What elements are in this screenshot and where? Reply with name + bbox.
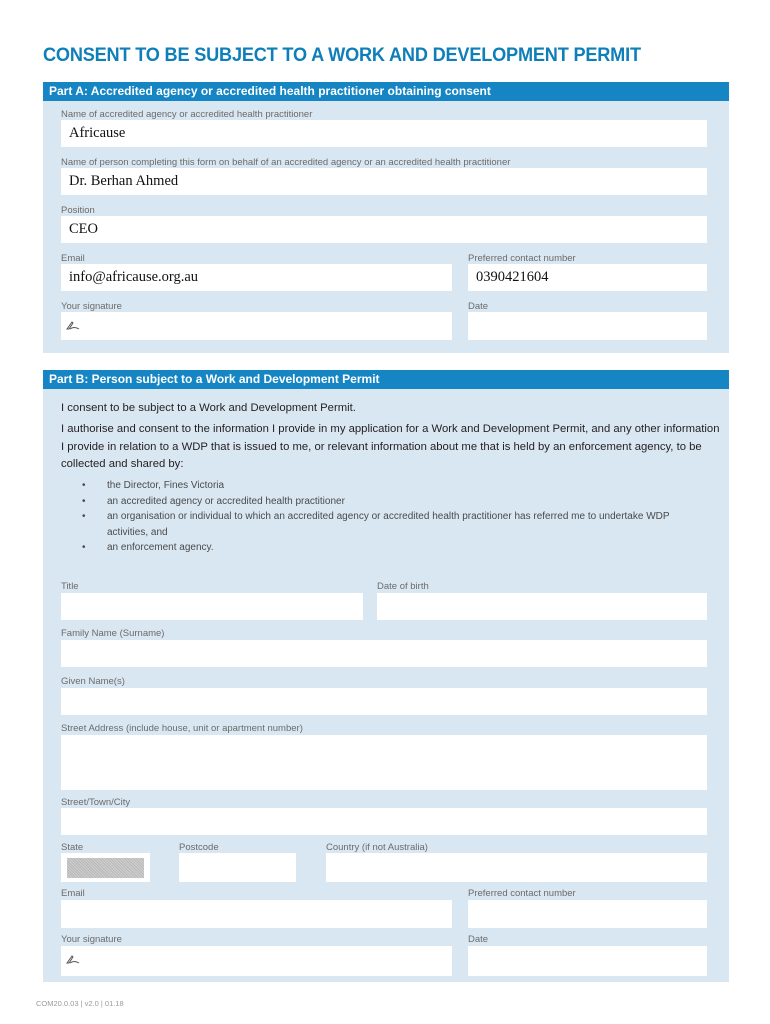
page-title: CONSENT TO BE SUBJECT TO A WORK AND DEVELOPMENT PERMIT	[43, 44, 641, 66]
list-item: • an accredited agency or accredited health practitioner	[82, 494, 682, 510]
list-item: • an organisation or individual to which an accredited agency or accredited health practitioner has referred me to undertake WDP activities, and	[82, 509, 682, 540]
agency-label: Name of accredited agency or accredited health practitioner	[61, 109, 313, 120]
date-label: Date	[468, 301, 489, 312]
signature-label: Your signature	[61, 301, 122, 312]
dob-label: Date of birth	[377, 581, 429, 592]
city-label: Street/Town/City	[61, 797, 131, 808]
dob-field[interactable]	[377, 593, 707, 620]
agency-field[interactable]: Africause	[61, 120, 707, 147]
title-label: Title	[61, 581, 79, 592]
date-field[interactable]	[468, 312, 707, 340]
postcode-label: Postcode	[179, 842, 219, 853]
authorise-text: I authorise and consent to the information I provide in my application for a Work and Development Permit, and any other information I provide in relation to a WDP that is issued to me, or relevant information about me that is held by an enforcement agency, to be collected and shared by:	[61, 423, 720, 470]
applicant-signature-field[interactable]	[61, 946, 452, 976]
state-label: State	[61, 842, 84, 853]
person-label: Name of person completing this form on behalf of an accredited agency or an accredited health practitioner	[61, 157, 511, 168]
country-label: Country (if not Australia)	[326, 842, 428, 853]
postcode-field[interactable]	[179, 853, 296, 882]
applicant-signature-label: Your signature	[61, 934, 122, 945]
state-dropdown-shading	[67, 858, 144, 878]
applicant-email-field[interactable]	[61, 900, 452, 928]
form-code-footer: COM20.0.03 | v2.0 | 01.18	[36, 999, 124, 1008]
signature-field[interactable]	[61, 312, 452, 340]
pen-signature-icon	[66, 319, 80, 331]
given-names-field[interactable]	[61, 688, 707, 715]
position-field[interactable]: CEO	[61, 216, 707, 243]
applicant-phone-field[interactable]	[468, 900, 707, 928]
state-select[interactable]	[61, 853, 150, 882]
given-names-label: Given Name(s)	[61, 676, 125, 687]
street-address-label: Street Address (include house, unit or apartment number)	[61, 723, 303, 734]
phone-field[interactable]: 0390421604	[468, 264, 707, 291]
applicant-date-label: Date	[468, 934, 489, 945]
applicant-phone-label: Preferred contact number	[468, 888, 576, 899]
country-field[interactable]	[326, 853, 707, 882]
title-field[interactable]	[61, 593, 363, 620]
phone-label: Preferred contact number	[468, 253, 576, 264]
list-item: • an enforcement agency.	[82, 540, 682, 556]
applicant-date-field[interactable]	[468, 946, 707, 976]
email-label: Email	[61, 253, 85, 264]
city-field[interactable]	[61, 808, 707, 835]
email-field[interactable]: info@africause.org.au	[61, 264, 452, 291]
family-name-field[interactable]	[61, 640, 707, 667]
part-b-heading: Part B: Person subject to a Work and Development Permit	[43, 370, 729, 389]
applicant-email-label: Email	[61, 888, 85, 899]
pen-signature-icon	[66, 953, 80, 965]
part-a-heading: Part A: Accredited agency or accredited health practitioner obtaining consent	[43, 82, 729, 101]
consent-text: I consent to be subject to a Work and Development Permit.	[61, 402, 356, 414]
street-address-field[interactable]	[61, 735, 707, 790]
bullet-list	[82, 478, 682, 556]
person-field[interactable]: Dr. Berhan Ahmed	[61, 168, 707, 195]
family-name-label: Family Name (Surname)	[61, 628, 165, 639]
position-label: Position	[61, 205, 95, 216]
list-item: • the Director, Fines Victoria	[82, 478, 682, 494]
